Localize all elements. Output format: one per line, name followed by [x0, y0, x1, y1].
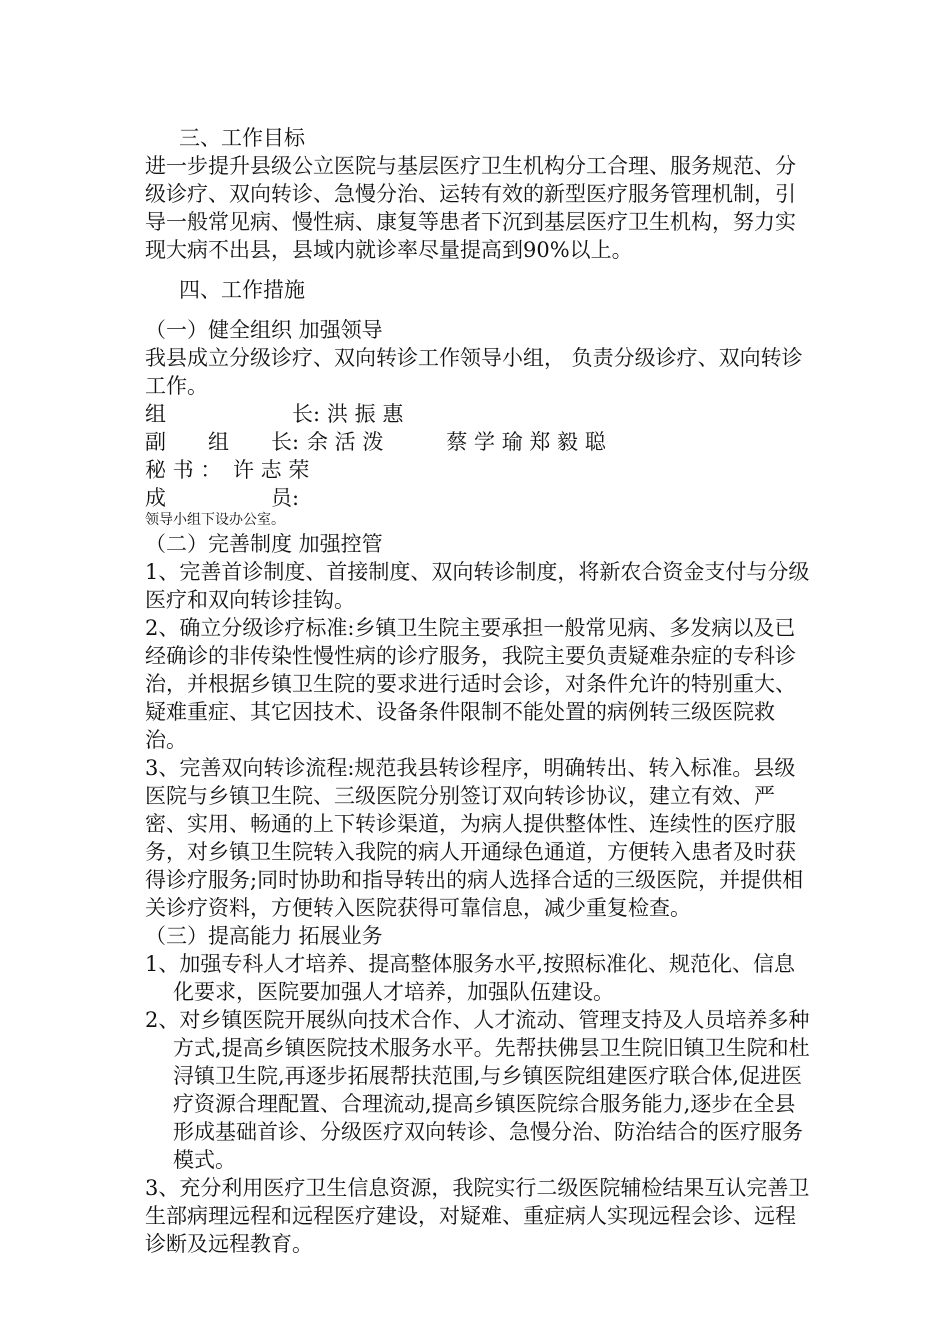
section-3-body: 进一步提升县级公立医院与基层医疗卫生机构分工合理、服务规范、分级诊疗、双向转诊、急慢分治、运转有效的新型医疗服务管理机制，引导一般常见病、慢性病、康复等患者下沉到基层医疗卫生机构，努力实现大病不出县，县域内就诊率尽量提高到90%以上。 [145, 154, 796, 262]
secretary-name: 许 志 荣 [233, 458, 310, 482]
secretary-row [145, 456, 815, 484]
subsection-3-item-1: 1、加强专科人才培养、提高整体服务水平,按照标准化、规范化、信息化要求，医院要加强人才培养，加强队伍建设。 [145, 952, 796, 1004]
deputy-row [145, 428, 815, 456]
subsection-2-item-2: 2、确立分级诊疗标准:乡镇卫生院主要承担一般常见病、多发病以及已经确诊的非传染性慢性病的诊疗服务，我院主要负责疑难杂症的专科诊治，并根据乡镇卫生院的要求进行适时会诊，对条件允许的特别重大、疑难重症、其它因技术、设备条件限制不能处置的病例转三级医院救治。 [145, 616, 796, 752]
subsection-3-item-2: 2、对乡镇医院开展纵向技术合作、人才流动、管理支持及人员培养多种方式,提高乡镇医院技术服务水平。先帮扶佛昙卫生院旧镇卫生院和杜浔镇卫生院,再逐步拓展帮扶范围,与乡镇医院组建医疗联合体,促进医疗资源合理配置、合理流动,提高乡镇医院综合服务能力,逐步在全县形成基础首诊、分级医疗双向转诊、急慢分治、防治结合的医疗服务模式。 [145, 1008, 810, 1172]
subsection-2-item-1: 1、完善首诊制度、首接制度、双向转诊制度，将新农合资金支付与分级医疗和双向转诊挂钩。 [145, 560, 810, 612]
subsection-1-body: 我县成立分级诊疗、双向转诊工作领导小组， 负责分级诊疗、双向转诊工作。 [145, 346, 803, 398]
deputy-names: 余 活 泼 蔡 学 瑜 郑 毅 聪 [307, 430, 606, 454]
office-note: 领导小组下设办公室。 [145, 512, 285, 528]
subsection-3-title: （三）提高能力 拓展业务 [145, 924, 383, 948]
subsection-3-item-3: 3、充分利用医疗卫生信息资源，我院实行二级医院辅检结果互认完善卫生部病理远程和远程医疗建设，对疑难、重症病人实现远程会诊、远程诊断及远程教育。 [145, 1176, 810, 1256]
document-body [145, 124, 815, 1258]
subsection-2-item-3: 3、完善双向转诊流程:规范我县转诊程序，明确转出、转入标准。县级医院与乡镇卫生院、三级医院分别签订双向转诊协议，建立有效、严密、实用、畅通的上下转诊渠道，为病人提供整体性、连续性的医疗服务，对乡镇卫生院转入我院的病人开通绿色通道，方便转入患者及时获得诊疗服务;同时协助和指导转出的病人选择合适的三级医院，并提供相关诊疗资料，方便转入医院获得可靠信息，减少重复检查。 [145, 756, 804, 920]
subsection-2-title: （二）完善制度 加强控管 [145, 532, 383, 556]
leader-row [145, 400, 815, 428]
member-label: 成 员: [145, 486, 300, 510]
subsection-1-title: （一）健全组织 加强领导 [145, 318, 383, 342]
secretary-label: 秘 书 ： [145, 458, 222, 482]
section-3-title: 三、工作目标 [179, 126, 305, 150]
member-row [145, 484, 815, 512]
deputy-label: 副 组 长: [145, 430, 300, 454]
leader-label: 组 长: [145, 402, 321, 426]
section-4-title: 四、工作措施 [179, 278, 305, 302]
leader-name: 洪 振 惠 [327, 402, 404, 426]
